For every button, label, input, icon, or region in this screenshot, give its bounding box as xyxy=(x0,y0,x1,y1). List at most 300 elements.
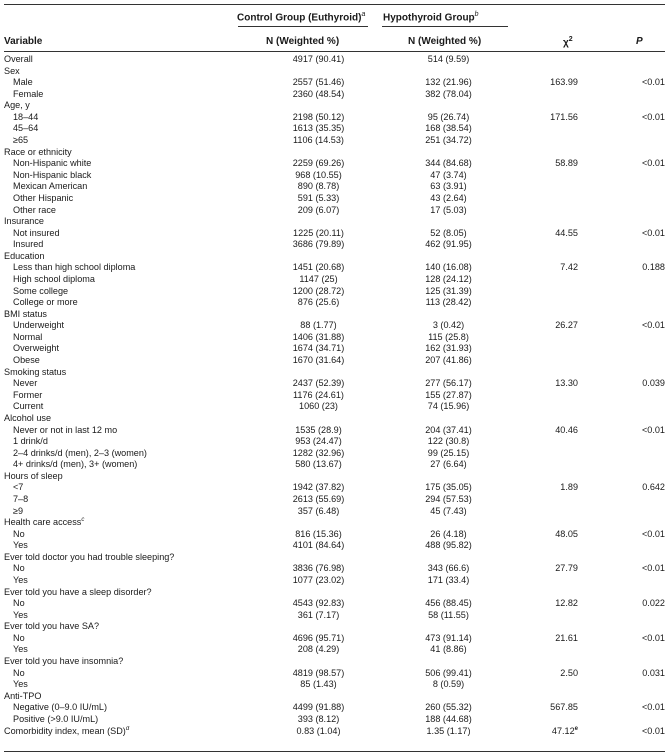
control-value-cell xyxy=(252,228,385,240)
variable-cell xyxy=(4,552,252,564)
hypothyroid-value-cell xyxy=(385,644,512,656)
control-value-cell-text: 2437 (52.39) xyxy=(292,378,345,389)
hypothyroid-value-cell xyxy=(385,448,512,460)
variable-cell-text: No xyxy=(13,632,25,643)
variable-cell xyxy=(4,147,252,159)
hypothyroid-value-cell xyxy=(385,471,512,483)
header-chi-exponent: 2 xyxy=(568,36,573,43)
hypothyroid-value-cell xyxy=(385,170,512,182)
chi-square-cell-text: 58.89 xyxy=(555,158,578,169)
control-value-cell xyxy=(252,529,385,541)
control-value-cell-text: 1451 (20.68) xyxy=(292,262,345,273)
variable-cell-text: 18–44 xyxy=(13,111,39,122)
variable-cell-text: Anti-TPO xyxy=(4,690,42,701)
hypothyroid-value-cell-text: 188 (44.68) xyxy=(425,713,472,724)
chi-square-cell-text: 27.79 xyxy=(555,563,578,574)
variable-cell xyxy=(4,378,252,390)
control-value-cell xyxy=(252,587,385,599)
hypothyroid-value-cell xyxy=(385,378,512,390)
hypothyroid-value-cell xyxy=(385,158,512,170)
header-rule xyxy=(4,51,665,52)
p-value-cell xyxy=(578,158,665,170)
variable-cell-text: Smoking status xyxy=(4,366,67,377)
chi-square-cell xyxy=(512,251,578,263)
variable-cell xyxy=(4,540,252,552)
table-row-category xyxy=(4,552,665,564)
control-value-cell-text: 3836 (76.98) xyxy=(292,563,345,574)
chi-square-cell xyxy=(512,320,578,332)
data-table xyxy=(4,54,665,737)
chi-square-cell-text: 40.46 xyxy=(555,424,578,435)
table-row xyxy=(4,135,665,147)
variable-cell-text: Non-Hispanic black xyxy=(13,169,92,180)
chi-square-cell xyxy=(512,332,578,344)
variable-cell-text: Positive (>9.0 IU/mL) xyxy=(13,713,99,724)
control-value-cell-text: 393 (8.12) xyxy=(297,713,340,724)
hypothyroid-value-cell xyxy=(385,286,512,298)
variable-cell-text: College or more xyxy=(13,297,78,308)
chi-square-cell xyxy=(512,228,578,240)
control-value-cell xyxy=(252,506,385,518)
p-value-cell xyxy=(578,621,665,633)
hypothyroid-value-cell-text: 1.35 (1.17) xyxy=(426,725,471,736)
variable-cell-text: BMI status xyxy=(4,308,47,319)
control-value-cell-text: 2557 (51.46) xyxy=(292,77,345,88)
hypothyroid-value-cell xyxy=(385,575,512,587)
table-row xyxy=(4,123,665,135)
hypothyroid-value-cell xyxy=(385,459,512,471)
chi-square-cell xyxy=(512,448,578,460)
control-value-cell-text: 1406 (31.88) xyxy=(292,331,345,342)
table-row-category xyxy=(4,621,665,633)
chi-square-cell xyxy=(512,390,578,402)
control-value-cell-text: 1200 (28.72) xyxy=(292,285,345,296)
chi-square-cell-text: 171.56 xyxy=(550,111,578,122)
control-value-cell xyxy=(252,286,385,298)
chi-square-cell xyxy=(512,436,578,448)
variable-cell xyxy=(4,320,252,332)
chi-square-cell xyxy=(512,425,578,437)
control-value-cell xyxy=(252,66,385,78)
table-row xyxy=(4,714,665,726)
chi-square-cell xyxy=(512,413,578,425)
control-value-cell xyxy=(252,100,385,112)
chi-square-cell xyxy=(512,343,578,355)
p-value-cell xyxy=(578,112,665,124)
p-value-cell xyxy=(578,471,665,483)
hypothyroid-value-cell-text: 95 (26.74) xyxy=(427,111,470,122)
chi-square-cell-text: 1.89 xyxy=(560,482,578,493)
control-value-cell-text: 4543 (92.83) xyxy=(292,598,345,609)
p-value-cell xyxy=(578,251,665,263)
chi-square-cell xyxy=(512,691,578,703)
table-row xyxy=(4,459,665,471)
p-value-cell-text: 0.031 xyxy=(642,667,665,678)
hypothyroid-value-cell xyxy=(385,262,512,274)
variable-cell xyxy=(4,355,252,367)
control-value-cell-text: 1077 (23.02) xyxy=(292,575,345,586)
hypothyroid-value-cell-text: 473 (91.14) xyxy=(425,632,472,643)
variable-cell-text: No xyxy=(13,528,25,539)
variable-cell-text: High school diploma xyxy=(13,273,95,284)
p-value-cell-text: <0.01 xyxy=(641,227,665,238)
p-value-cell xyxy=(578,552,665,564)
chi-square-cell xyxy=(512,181,578,193)
variable-cell xyxy=(4,100,252,112)
table-row xyxy=(4,89,665,101)
p-value-cell-text: <0.01 xyxy=(641,111,665,122)
header-chi-symbol: χ xyxy=(563,37,569,49)
chi-square-cell xyxy=(512,297,578,309)
hypothyroid-value-cell xyxy=(385,633,512,645)
chi-square-cell xyxy=(512,633,578,645)
variable-cell xyxy=(4,205,252,217)
variable-cell-text: Never xyxy=(13,378,38,389)
chi-square-cell-text: 163.99 xyxy=(550,77,578,88)
p-value-cell xyxy=(578,228,665,240)
hypothyroid-value-cell-text: 63 (3.91) xyxy=(430,181,467,192)
variable-cell-text: 1 drink/d xyxy=(13,436,48,447)
control-value-cell-text: 591 (5.33) xyxy=(297,192,340,203)
variable-cell-text: No xyxy=(13,598,25,609)
table-row-category xyxy=(4,251,665,263)
chi-square-cell xyxy=(512,656,578,668)
variable-cell-text: Insurance xyxy=(4,216,44,227)
p-value-cell-text: <0.01 xyxy=(641,563,665,574)
chi-square-cell xyxy=(512,726,578,738)
chi-square-cell xyxy=(512,193,578,205)
chi-square-cell xyxy=(512,170,578,182)
table-row-category xyxy=(4,216,665,228)
p-value-cell-text: <0.01 xyxy=(641,528,665,539)
p-value-cell xyxy=(578,135,665,147)
table-row xyxy=(4,286,665,298)
header-control-group xyxy=(237,11,365,23)
chi-square-cell xyxy=(512,644,578,656)
p-value-cell xyxy=(578,100,665,112)
hypothyroid-value-cell xyxy=(385,251,512,263)
control-value-cell xyxy=(252,147,385,159)
hypothyroid-value-cell xyxy=(385,343,512,355)
control-value-cell-text: 4696 (95.71) xyxy=(292,632,345,643)
p-value-cell xyxy=(578,332,665,344)
variable-cell xyxy=(4,309,252,321)
variable-cell-text: Normal xyxy=(13,331,43,342)
header-n-hypothyroid: N (Weighted %) xyxy=(408,36,482,47)
variable-cell xyxy=(4,193,252,205)
control-value-cell xyxy=(252,193,385,205)
hypothyroid-value-cell-text: 17 (5.03) xyxy=(430,204,467,215)
p-value-cell-text: <0.01 xyxy=(641,424,665,435)
variable-cell xyxy=(4,679,252,691)
hypothyroid-value-cell-text: 462 (91.95) xyxy=(425,239,472,250)
variable-cell xyxy=(4,401,252,413)
hypothyroid-value-cell-text: 58 (11.55) xyxy=(428,609,469,620)
control-value-cell xyxy=(252,181,385,193)
p-value-cell xyxy=(578,205,665,217)
hypothyroid-value-cell xyxy=(385,494,512,506)
control-value-cell-text: 208 (4.29) xyxy=(297,644,340,655)
hypothyroid-value-cell xyxy=(385,228,512,240)
p-value-cell xyxy=(578,193,665,205)
hypothyroid-value-cell-text: 125 (31.39) xyxy=(425,285,472,296)
control-value-cell xyxy=(252,158,385,170)
variable-cell xyxy=(4,425,252,437)
table-row xyxy=(4,633,665,645)
control-value-cell-text: 2360 (48.54) xyxy=(292,88,345,99)
control-value-cell-text: 1282 (32.96) xyxy=(292,447,345,458)
chi-square-cell xyxy=(512,378,578,390)
table-row-category xyxy=(4,726,665,738)
hypothyroid-value-cell xyxy=(385,482,512,494)
chi-square-cell xyxy=(512,563,578,575)
hypothyroid-value-cell xyxy=(385,274,512,286)
hypothyroid-value-cell-text: 382 (78.04) xyxy=(425,88,472,99)
control-value-cell xyxy=(252,239,385,251)
p-value-cell xyxy=(578,587,665,599)
p-value-cell xyxy=(578,54,665,66)
control-value-cell xyxy=(252,332,385,344)
variable-cell xyxy=(4,691,252,703)
p-value-cell xyxy=(578,726,665,738)
table-row-category xyxy=(4,66,665,78)
variable-cell xyxy=(4,297,252,309)
hypothyroid-value-cell xyxy=(385,598,512,610)
p-value-cell xyxy=(578,181,665,193)
variable-cell-text: Sex xyxy=(4,65,20,76)
chi-square-cell-text: 44.55 xyxy=(555,227,578,238)
top-rule xyxy=(4,4,665,5)
hypothyroid-value-cell xyxy=(385,205,512,217)
chi-square-cell xyxy=(512,239,578,251)
chi-square-cell xyxy=(512,77,578,89)
p-value-cell-text: <0.01 xyxy=(641,77,665,88)
table-row xyxy=(4,158,665,170)
variable-cell-text: Other Hispanic xyxy=(13,192,74,203)
hypothyroid-value-cell xyxy=(385,656,512,668)
hypothyroid-value-cell-text: 488 (95.82) xyxy=(425,540,472,551)
variable-cell-text: Female xyxy=(13,88,44,99)
variable-cell xyxy=(4,563,252,575)
chi-square-cell-text: 2.50 xyxy=(560,667,578,678)
control-value-cell-text: 3686 (79.89) xyxy=(292,239,345,250)
control-value-cell-text: 1942 (37.82) xyxy=(292,482,345,493)
table-row xyxy=(4,390,665,402)
hypothyroid-value-cell xyxy=(385,691,512,703)
p-value-cell xyxy=(578,459,665,471)
control-value-cell-text: 209 (6.07) xyxy=(297,204,340,215)
chi-square-cell xyxy=(512,702,578,714)
p-value-cell-text: 0.039 xyxy=(642,378,665,389)
table-row xyxy=(4,702,665,714)
p-value-cell xyxy=(578,89,665,101)
hypothyroid-value-cell-text: 506 (99.41) xyxy=(425,667,472,678)
hypothyroid-value-cell xyxy=(385,436,512,448)
control-value-cell-text: 1225 (20.11) xyxy=(293,227,344,238)
hypothyroid-value-cell-text: 207 (41.86) xyxy=(425,355,472,366)
bottom-rule xyxy=(4,751,665,752)
chi-square-cell xyxy=(512,309,578,321)
chi-square-cell-text: 26.27 xyxy=(555,320,578,331)
header-chi-square xyxy=(563,36,573,48)
variable-cell-text: Yes xyxy=(13,575,28,586)
chi-square-cell xyxy=(512,205,578,217)
table-row xyxy=(4,506,665,518)
control-value-cell xyxy=(252,471,385,483)
control-value-cell xyxy=(252,205,385,217)
variable-cell-text: Less than high school diploma xyxy=(13,262,136,273)
control-value-cell xyxy=(252,378,385,390)
control-value-cell xyxy=(252,123,385,135)
control-value-cell xyxy=(252,714,385,726)
hypothyroid-value-cell xyxy=(385,123,512,135)
chi-square-cell-text: 13.30 xyxy=(555,378,578,389)
table-row xyxy=(4,77,665,89)
hypothyroid-value-cell-text: 52 (8.05) xyxy=(430,227,467,238)
variable-cell xyxy=(4,598,252,610)
variable-cell xyxy=(4,644,252,656)
variable-cell-text: 45–64 xyxy=(13,123,39,134)
variable-cell-text: Yes xyxy=(13,644,28,655)
control-value-cell-text: 361 (7.17) xyxy=(297,609,340,620)
control-value-cell xyxy=(252,425,385,437)
control-value-cell xyxy=(252,112,385,124)
variable-cell xyxy=(4,286,252,298)
control-value-cell-text: 1147 (25) xyxy=(299,273,338,284)
p-value-cell xyxy=(578,540,665,552)
p-value-cell xyxy=(578,309,665,321)
control-value-cell-text: 88 (1.77) xyxy=(300,320,337,331)
control-value-cell xyxy=(252,575,385,587)
variable-cell-text: No xyxy=(13,563,25,574)
variable-cell-text: ≥65 xyxy=(13,135,29,146)
variable-cell-text: Negative (0–9.0 IU/mL) xyxy=(13,702,108,713)
chi-square-cell xyxy=(512,147,578,159)
variable-cell-text: Education xyxy=(4,250,45,261)
table-row-category xyxy=(4,691,665,703)
footnote-marker-a: a xyxy=(361,11,366,18)
control-value-cell-text: 876 (25.6) xyxy=(297,297,340,308)
hypothyroid-value-cell xyxy=(385,668,512,680)
p-value-cell xyxy=(578,378,665,390)
control-value-cell xyxy=(252,367,385,379)
chi-square-cell xyxy=(512,494,578,506)
p-value-cell xyxy=(578,436,665,448)
p-value-cell xyxy=(578,482,665,494)
table-row xyxy=(4,239,665,251)
p-value-cell-text: <0.01 xyxy=(641,702,665,713)
control-value-cell xyxy=(252,89,385,101)
p-value-cell xyxy=(578,668,665,680)
p-value-cell-text: <0.01 xyxy=(641,725,665,736)
header-p-value xyxy=(636,36,643,47)
chi-square-cell xyxy=(512,355,578,367)
control-value-cell xyxy=(252,216,385,228)
hypothyroid-value-cell-text: 115 (25.8) xyxy=(428,331,469,342)
control-value-cell xyxy=(252,610,385,622)
control-value-cell xyxy=(252,251,385,263)
chi-square-cell xyxy=(512,112,578,124)
table-row xyxy=(4,355,665,367)
chi-square-cell xyxy=(512,575,578,587)
hypothyroid-value-cell xyxy=(385,147,512,159)
control-value-cell-text: 1670 (31.64) xyxy=(292,355,345,366)
p-value-cell xyxy=(578,401,665,413)
variable-cell xyxy=(4,332,252,344)
chi-square-cell xyxy=(512,135,578,147)
p-value-cell-text: <0.01 xyxy=(641,320,665,331)
p-value-cell xyxy=(578,216,665,228)
chi-square-cell xyxy=(512,482,578,494)
variable-cell-text: ≥9 xyxy=(13,505,24,516)
variable-cell xyxy=(4,668,252,680)
variable-cell xyxy=(4,123,252,135)
table-row xyxy=(4,262,665,274)
p-value-cell xyxy=(578,610,665,622)
control-value-cell-text: 0.83 (1.04) xyxy=(296,725,341,736)
variable-cell xyxy=(4,529,252,541)
header-p-label: P xyxy=(636,36,643,47)
variable-cell xyxy=(4,170,252,182)
variable-cell xyxy=(4,54,252,66)
p-value-cell xyxy=(578,425,665,437)
variable-cell xyxy=(4,158,252,170)
variable-cell-text: Non-Hispanic white xyxy=(13,158,92,169)
control-value-cell-text: 85 (1.43) xyxy=(300,679,337,690)
hypothyroid-value-cell xyxy=(385,239,512,251)
table-row xyxy=(4,448,665,460)
p-value-cell xyxy=(578,170,665,182)
p-value-cell xyxy=(578,262,665,274)
control-value-cell-text: 816 (15.36) xyxy=(295,528,342,539)
variable-cell-text: 4+ drinks/d (men), 3+ (women) xyxy=(13,459,138,470)
hypothyroid-value-cell xyxy=(385,332,512,344)
p-value-cell-text: 0.642 xyxy=(642,482,665,493)
control-value-cell xyxy=(252,77,385,89)
p-value-cell-text: 0.022 xyxy=(642,598,665,609)
chi-square-cell xyxy=(512,471,578,483)
variable-cell xyxy=(4,413,252,425)
hypothyroid-value-cell-text: 260 (55.32) xyxy=(425,702,472,713)
p-value-cell xyxy=(578,123,665,135)
table-row xyxy=(4,228,665,240)
variable-cell xyxy=(4,482,252,494)
control-value-cell xyxy=(252,702,385,714)
footnote-marker: c xyxy=(81,517,85,524)
chi-square-cell xyxy=(512,367,578,379)
hypothyroid-value-cell xyxy=(385,506,512,518)
hypothyroid-value-cell-text: 171 (33.4) xyxy=(427,575,470,586)
variable-cell-text: Ever told you have SA? xyxy=(4,621,100,632)
header-hypothyroid-group xyxy=(383,11,479,23)
control-value-cell xyxy=(252,726,385,738)
table-row xyxy=(4,343,665,355)
footnote-marker: d xyxy=(125,725,130,732)
chi-square-cell xyxy=(512,517,578,529)
table-row-category xyxy=(4,656,665,668)
chi-square-cell xyxy=(512,610,578,622)
variable-cell-text: Comorbidity index, mean (SD) xyxy=(4,725,126,736)
variable-cell-text: Some college xyxy=(13,285,69,296)
chi-square-cell xyxy=(512,401,578,413)
p-value-cell xyxy=(578,147,665,159)
hypothyroid-value-cell-text: 128 (24.12) xyxy=(425,273,472,284)
hypothyroid-value-cell-text: 140 (16.08) xyxy=(425,262,472,273)
table-row xyxy=(4,436,665,448)
chi-square-cell-text: 12.82 xyxy=(555,598,578,609)
chi-square-cell xyxy=(512,668,578,680)
footnote-marker: e xyxy=(574,725,578,732)
